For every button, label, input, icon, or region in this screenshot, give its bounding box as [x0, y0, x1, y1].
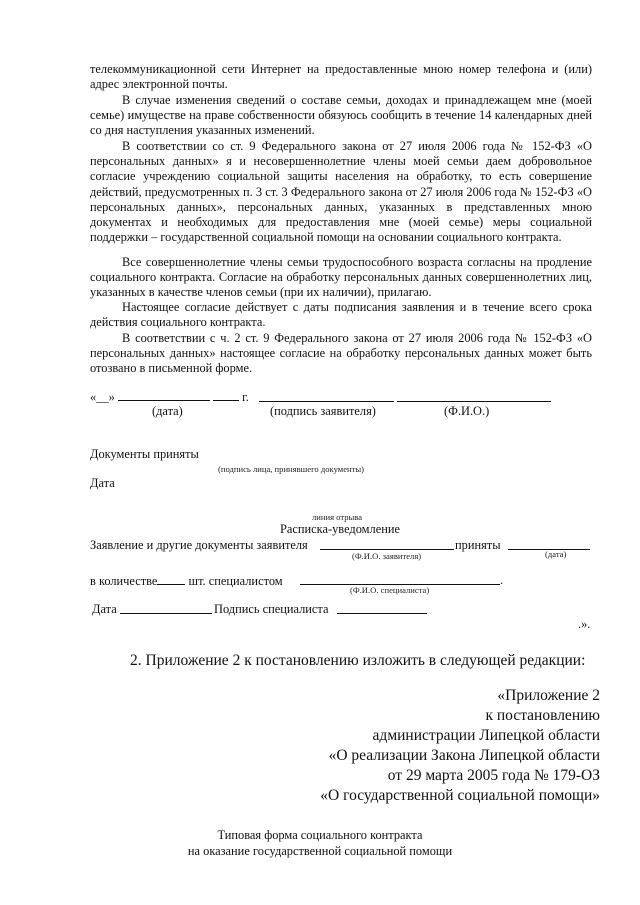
paragraph-adult-members-consent: Все совершеннолетние члены семьи трудоспособного возраста согласны на продление социального контракта. Согласие на обработку персональных данных совершеннолетних лиц, указанных в качестве членов семьи (при их наличии), прилагаю. [90, 255, 592, 300]
signature-date-row [90, 389, 249, 405]
receipt-date-label: Дата [92, 602, 117, 616]
receipt-date-line[interactable] [120, 613, 212, 614]
closing-quote: .». [578, 617, 591, 631]
receipt-statement-prefix: Заявление и другие документы заявителя [90, 538, 308, 552]
appendix-line-1: «Приложение 2 [497, 687, 600, 704]
appendix-line-4: «О реализации Закона Липецкой области [328, 747, 600, 764]
quantity-row [90, 573, 283, 589]
quantity-blank[interactable] [157, 573, 185, 585]
paragraph-contact-consent: телекоммуникационной сети Интернет на предоставленные мною номер телефона и (или) адрес электронной почты. [90, 62, 592, 92]
hint-date: (дата) [545, 549, 567, 559]
fio-blank[interactable] [397, 401, 551, 402]
acceptor-signature-hint: (подпись лица, принявшего документы) [218, 464, 365, 474]
receipt-statement-row [90, 538, 308, 553]
signature-blank[interactable] [259, 401, 394, 402]
quantity-prefix: в количестве [90, 574, 158, 588]
hint-fio-applicant: (Ф.И.О. заявителя) [352, 551, 422, 561]
hint-fio-specialist: (Ф.И.О. специалиста) [350, 585, 430, 595]
label-date: (дата) [152, 404, 183, 418]
paragraph-personal-data-consent: В соответствии со ст. 9 Федерального закона от 27 июля 2006 года № 152-ФЗ «О персональных данных» я и несовершеннолетние члены моей семьи даем добровольное согласие учреждению социальной защиты населения на обработку, то есть совершение действий, предусмотренных п. 3 ст. 3 Федерального закона от 27 июля 2006 года № 152-ФЗ «О персональных данных», персональных данных, указанных в представленных мною документах и необходимых для предоставления мне (моей семье) меры социальной поддержки – государственной социальной помощи на основании социального контракта. [90, 139, 592, 245]
form-title-line-1: Типовая форма социального контракта [217, 828, 423, 842]
acceptance-date-label: Дата [90, 476, 115, 490]
applicant-fio-blank[interactable] [320, 549, 454, 550]
date-month-blank[interactable] [118, 389, 210, 401]
appendix-line-2: к постановлению [485, 707, 600, 724]
quantity-unit: шт. специалистом [188, 574, 283, 588]
accepted-word: приняты [455, 538, 501, 552]
appendix-line-6: «О государственной социальной помощи» [320, 787, 600, 804]
specialist-signature-label: Подпись специалиста [214, 602, 329, 616]
label-fio: (Ф.И.О.) [444, 404, 490, 418]
quantity-end: . [500, 573, 504, 587]
paragraph-revocation: В соответствии с ч. 2 ст. 9 Федерального закона от 27 июля 2006 года № 152-ФЗ «О персональных данных» настоящее согласие на обработку персональных данных может быть отозвано в письменной форме. [90, 331, 592, 376]
documents-accepted-label: Документы приняты [90, 447, 199, 461]
year-suffix: г. [242, 390, 249, 404]
date-year-blank[interactable] [213, 389, 239, 401]
label-signature: (подпись заявителя) [270, 404, 376, 418]
form-title-line-2: на оказание государственной социальной помощи [187, 844, 453, 858]
appendix-line-5: от 29 марта 2005 года № 179-ОЗ [387, 767, 600, 784]
appendix-line-3: администрации Липецкой области [372, 727, 600, 744]
receipt-title: Расписка-уведомление [280, 522, 400, 536]
date-day-quote: «__» [90, 390, 115, 404]
paragraph-consent-duration: Настоящее согласие действует с даты подписания заявления и в течение всего срока действия социального контракта. [90, 300, 592, 330]
section-2-heading: 2. Приложение 2 к постановлению изложить в следующей редакции: [130, 652, 586, 669]
paragraph-change-notice: В случае изменения сведений о составе семьи, доходах и принадлежащем мне (моей семье) имуществе на праве собственности обязуюсь сообщить в течение 14 календарных дней со дня наступления указанных изменений. [90, 93, 592, 138]
specialist-signature-line[interactable] [337, 613, 427, 614]
cut-line-label: линия отрыва [312, 512, 363, 522]
